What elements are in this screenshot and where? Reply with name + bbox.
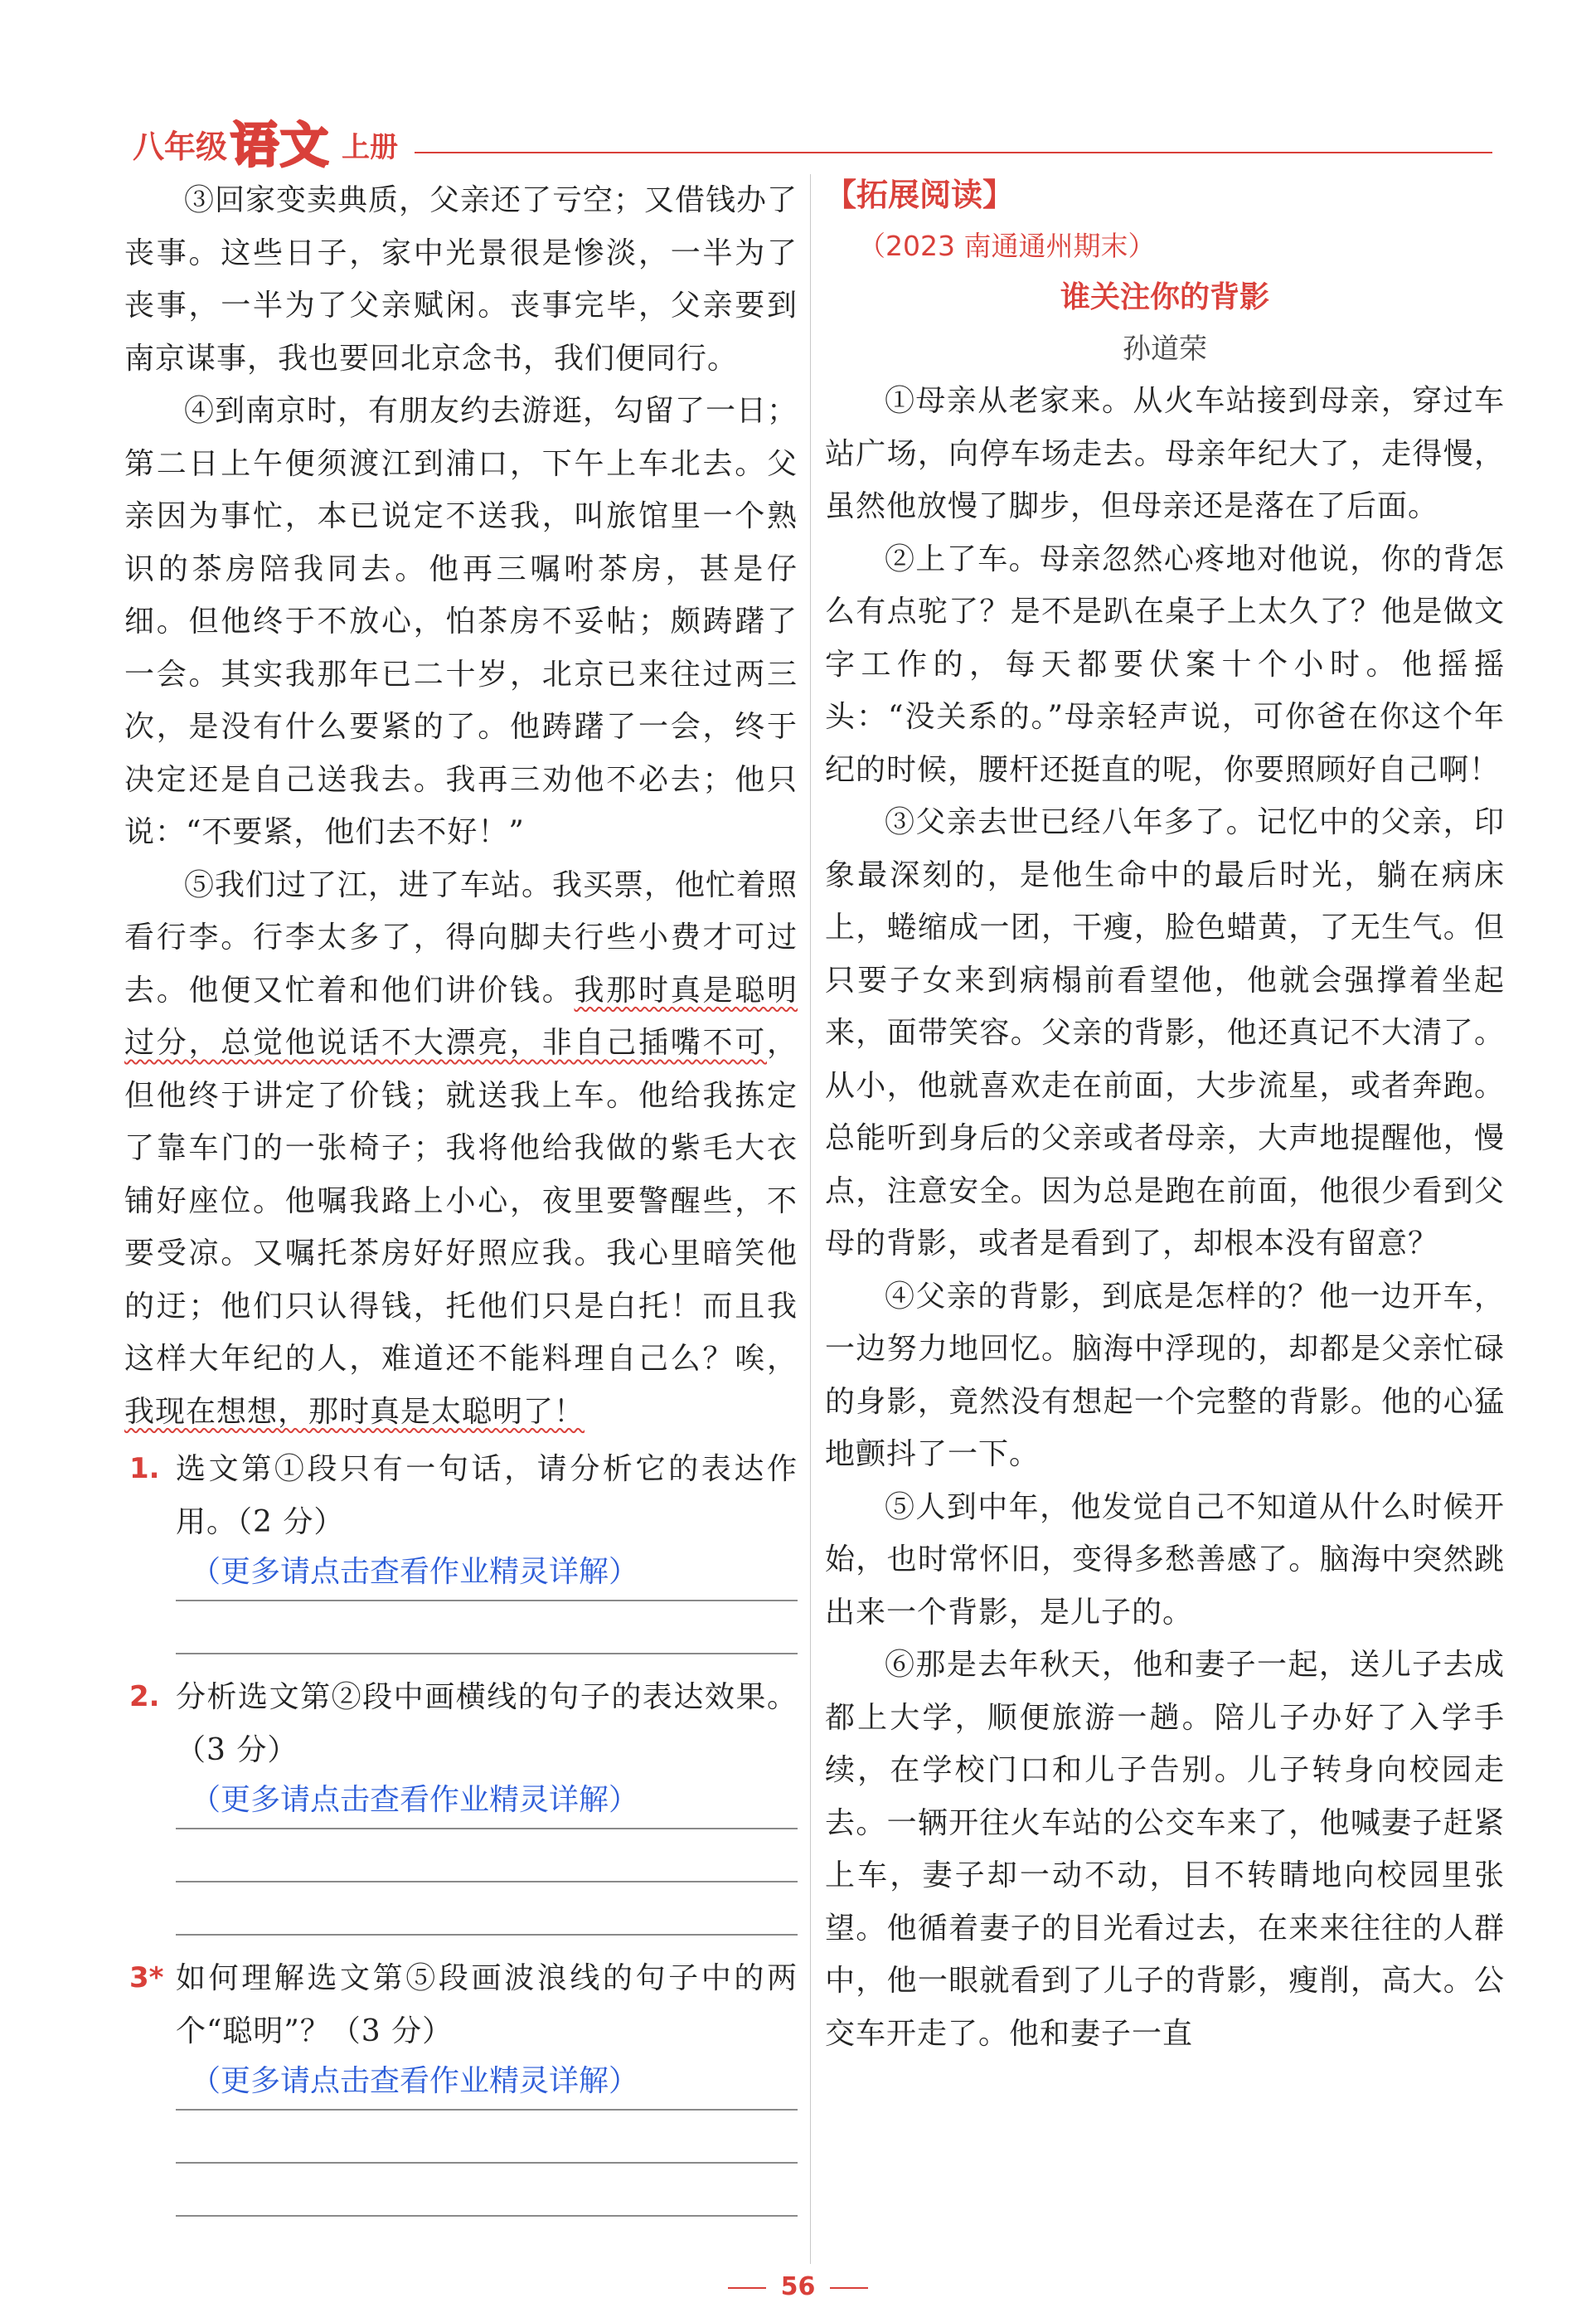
answer-line[interactable] [176,1882,798,1936]
question-1 [124,1443,798,1654]
question-2 [124,1671,798,1936]
page-header [124,106,1492,173]
page-number-value: 56 [780,2272,816,2301]
answer-link[interactable]: （更多请点击查看作业精灵详解） [191,1783,639,1817]
page-number-dash [728,2287,766,2289]
answer-line[interactable] [176,2164,798,2217]
header-subject: 语文 [230,117,331,173]
wavy-underlined-sentence-2: 我现在想想，那时真是太聪明了！ [124,1394,585,1429]
article-title: 谁关注你的背影 [1060,280,1269,314]
question-number: 1. [129,1452,160,1485]
extended-reading-heading: 【拓展阅读】 [825,177,1015,213]
paragraph-3: ③回家变卖典质，父亲还了亏空；又借钱办了丧事。这些日子，家中光景很是惨淡，一半为了丧事，一半为了父亲赋闲。丧事完毕，父亲要到南京谋事，我也要回北京念书，我们便同行。 [124,183,798,376]
paragraph-5-part-c: ，但他终于讲定了价钱；就送我上车。他给我拣定了靠车门的一张椅子；我将他给我做的紫毛大衣铺好座位。他嘱我路上小心，夜里要警醒些，不要受凉。又嘱托茶房好好照应我。我心里暗笑他的迂；他们只认得钱，托他们只是白托！而且我这样大年纪的人，难道还不能料理自己么？唉， [124,1026,798,1376]
paragraph-4: ④到南京时，有朋友约去游逛，勾留了一日；第二日上午便须渡江到浦口，下午上车北去。父亲因为事忙，本已说定不送我，叫旅馆里一个熟识的茶房陪我同去。他再三嘱咐茶房，甚是仔细。但他终于不放心，怕茶房不妥帖；颇踌躇了一会。其实我那年已二十岁，北京已来往过两三次，是没有什么要紧的了。他踌躇了一会，终于决定还是自己送我去。我再三劝他不必去；他只说：“不要紧，他们去不好！” [124,394,798,849]
column-divider [810,174,811,2264]
question-3 [124,1952,798,2217]
question-number: 3* [129,1961,164,1994]
article-paragraph-4: ④父亲的背影，到底是怎样的？他一边开车，一边努力地回忆。脑海中浮现的，却都是父亲忙碌的身影，竟然没有想起一个完整的背影。他的心猛地颤抖了一下。 [825,1279,1505,1471]
question-text: 如何理解选文第⑤段画波浪线的句子中的两个“聪明”？（3 分） [176,1961,798,2048]
answer-line[interactable] [176,1601,798,1654]
page-number-dash [830,2287,868,2289]
answer-line[interactable] [176,2111,798,2164]
article-paragraph-1: ①母亲从老家来。从火车站接到母亲，穿过车站广场，向停车场走去。母亲年纪大了，走得慢，虽然他放慢了脚步，但母亲还是落在了后面。 [825,384,1505,523]
page-number [0,2272,1596,2301]
right-column [825,174,1505,2060]
wavy-underlined-sentence-1: 我那时真是聪明过分，总觉他说话不大漂亮，非自己插嘴不可 [124,973,798,1060]
header-volume: 上册 [342,131,398,164]
article-author: 孙道荣 [1123,333,1207,366]
question-number: 2. [129,1680,160,1713]
answer-link[interactable]: （更多请点击查看作业精灵详解） [191,2064,639,2098]
header-grade: 八年级 [133,129,228,165]
answer-link[interactable]: （更多请点击查看作业精灵详解） [191,1555,639,1589]
article-paragraph-2: ②上了车。母亲忽然心疼地对他说，你的背怎么有点驼了？是不是趴在桌子上太久了？他是做文字工作的，每天都要伏案十个小时。他摇摇头：“没关系的。”母亲轻声说，可你爸在你这个年纪的时候，腰杆还挺直的呢，你要照顾好自己啊！ [825,542,1505,787]
question-text: 选文第①段只有一句话，请分析它的表达作用。（2 分） [176,1452,798,1539]
exam-source: （2023 南通通州期末） [858,230,1156,262]
answer-line[interactable] [176,1829,798,1882]
header-rule [415,152,1492,153]
question-text: 分析选文第②段中画横线的句子的表达效果。（3 分） [176,1680,798,1767]
paragraph-5 [124,859,798,1439]
article-paragraph-3: ③父亲去世已经八年多了。记忆中的父亲，印象最深刻的，是他生命中的最后时光，躺在病床上，蜷缩成一团，干瘦，脸色蜡黄，了无生气。但只要子女来到病榻前看望他，他就会强撑着坐起来，面带笑容。父亲的背影，他还真记不大清了。从小，他就喜欢走在前面，大步流星，或者奔跑。总能听到身后的父亲或者母亲，大声地提醒他，慢点，注意安全。因为总是跑在前面，他很少看到父母的背影，或者是看到了，却根本没有留意？ [825,805,1505,1261]
article-paragraph-6: ⑥那是去年秋天，他和妻子一起，送儿子去成都上大学，顺便旅游一趟。陪儿子办好了入学手续，在学校门口和儿子告别。儿子转身向校园走去。一辆开往火车站的公交车来了，他喊妻子赶紧上车，妻子却一动不动，目不转睛地向校园里张望。他循着妻子的目光看过去，在来来往往的人群中，他一眼就看到了儿子的背影，瘦削，高大。公交车开走了。他和妻子一直 [825,1648,1505,2051]
paragraph-5-part-a: ⑤我们过了江，进了车站。我买票，他忙着照看行李。行李太多了，得向脚夫行些小费才可过去。他便又忙着和他们讲价钱。 [124,867,798,1008]
article-paragraph-5: ⑤人到中年，他发觉自己不知道从什么时候开始，也时常怀旧，变得多愁善感了。脑海中突然跳出来一个背影，是儿子的。 [825,1489,1505,1630]
left-column [124,174,798,2217]
